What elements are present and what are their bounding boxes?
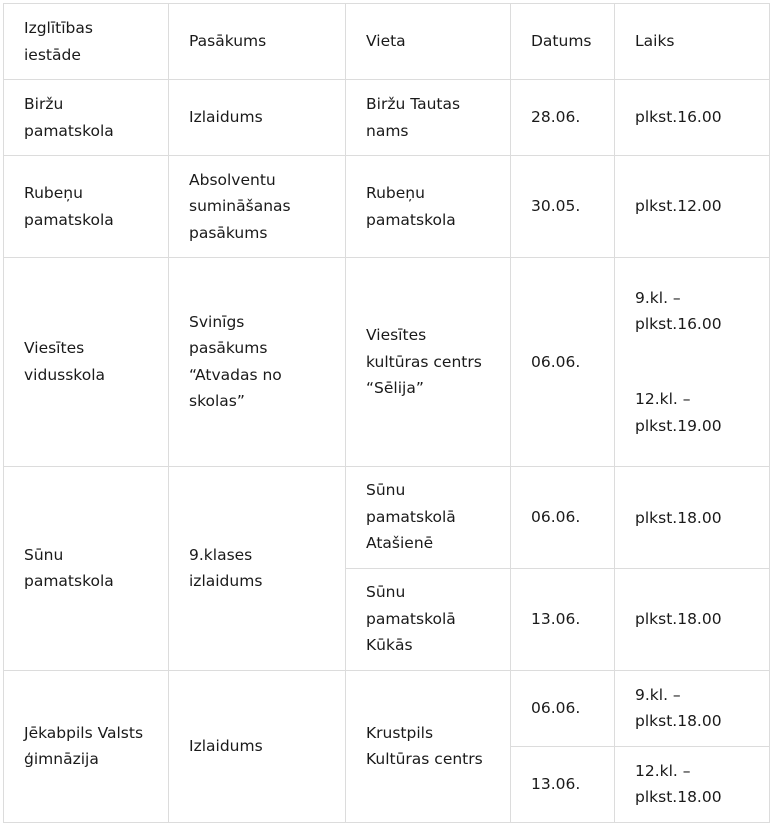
cell-event: Svinīgs pasākums “Atvadas no skolas” bbox=[169, 258, 346, 467]
cell-place: Rubeņu pamatskola bbox=[346, 156, 511, 258]
time-9th-grade: 9.kl. – plkst.16.00 bbox=[635, 288, 722, 333]
cell-time: plkst.18.00 bbox=[615, 568, 770, 670]
header-row bbox=[4, 4, 770, 80]
cell-date: 06.06. bbox=[511, 466, 615, 568]
header-school: Izglītības iestāde bbox=[4, 4, 169, 80]
table-row bbox=[4, 670, 770, 746]
events-table bbox=[3, 3, 770, 823]
table-row bbox=[4, 156, 770, 258]
header-place: Vieta bbox=[346, 4, 511, 80]
cell-event: 9.klases izlaidums bbox=[169, 466, 346, 670]
cell-school: Jēkabpils Valsts ģimnāzija bbox=[4, 670, 169, 822]
cell-date: 13.06. bbox=[511, 746, 615, 822]
cell-time: plkst.18.00 bbox=[615, 466, 770, 568]
cell-date: 06.06. bbox=[511, 670, 615, 746]
cell-school: Biržu pamatskola bbox=[4, 80, 169, 156]
table-row bbox=[4, 258, 770, 467]
cell-school: Sūnu pamatskola bbox=[4, 466, 169, 670]
cell-school: Rubeņu pamatskola bbox=[4, 156, 169, 258]
cell-place: Krustpils Kultūras centrs bbox=[346, 670, 511, 822]
header-time: Laiks bbox=[615, 4, 770, 80]
cell-school: Viesītes vidusskola bbox=[4, 258, 169, 467]
cell-time bbox=[615, 258, 770, 467]
cell-date: 13.06. bbox=[511, 568, 615, 670]
cell-date: 06.06. bbox=[511, 258, 615, 467]
cell-place: Sūnu pamatskolā Kūkās bbox=[346, 568, 511, 670]
cell-time: 12.kl. – plkst.18.00 bbox=[615, 746, 770, 822]
cell-place: Sūnu pamatskolā Atašienē bbox=[346, 466, 511, 568]
table-row bbox=[4, 80, 770, 156]
header-event: Pasākums bbox=[169, 4, 346, 80]
cell-time: plkst.16.00 bbox=[615, 80, 770, 156]
cell-time: 9.kl. – plkst.18.00 bbox=[615, 670, 770, 746]
cell-date: 30.05. bbox=[511, 156, 615, 258]
cell-date: 28.06. bbox=[511, 80, 615, 156]
table-row bbox=[4, 466, 770, 568]
cell-event: Izlaidums bbox=[169, 80, 346, 156]
cell-place: Viesītes kultūras centrs “Sēlija” bbox=[346, 258, 511, 467]
header-date: Datums bbox=[511, 4, 615, 80]
cell-place: Biržu Tautas nams bbox=[346, 80, 511, 156]
cell-time: plkst.12.00 bbox=[615, 156, 770, 258]
cell-event: Izlaidums bbox=[169, 670, 346, 822]
cell-event: Absolventu sumināšanas pasākums bbox=[169, 156, 346, 258]
time-12th-grade: 12.kl. – plkst.19.00 bbox=[635, 390, 722, 435]
